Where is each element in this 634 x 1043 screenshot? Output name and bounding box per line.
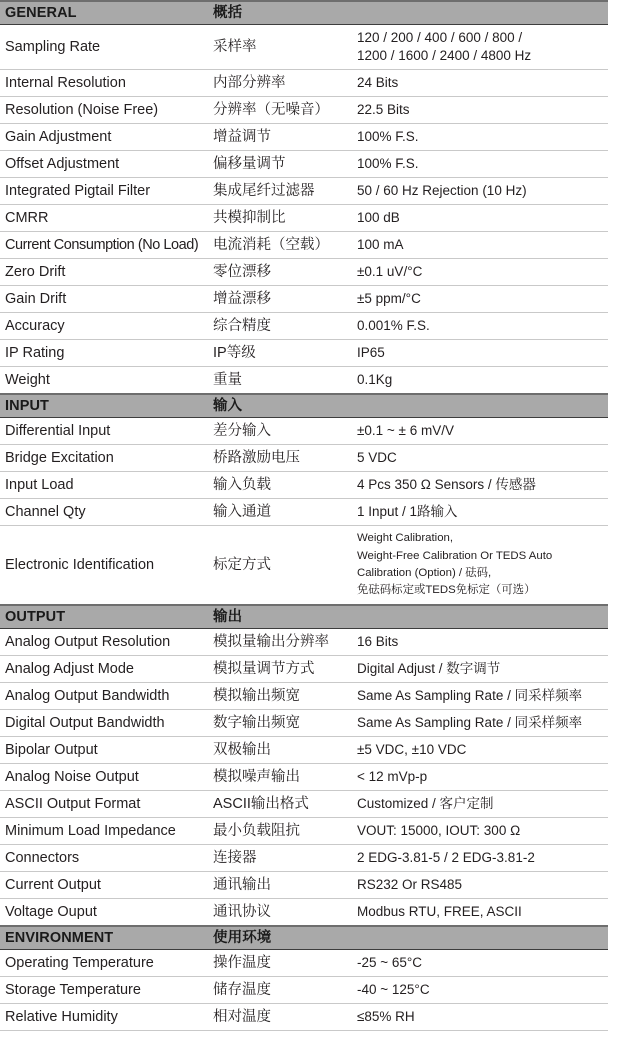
spec-value-cell (352, 629, 608, 656)
spec-value-cell (352, 872, 608, 899)
spec-value-line: 1200 / 1600 / 2400 / 4800 Hz (357, 48, 532, 63)
spec-value-line: IP65 (357, 345, 385, 361)
spec-label-en: Input Load (5, 476, 74, 493)
spec-value-line: 22.5 Bits (357, 102, 410, 118)
spec-label-zh-cell (208, 97, 352, 124)
spec-label-zh-cell (208, 286, 352, 313)
spec-label-zh: 数字输出频宽 (213, 714, 300, 731)
spec-value-line: 0.001% F.S. (357, 318, 430, 334)
spec-label-zh-cell (208, 845, 352, 872)
spec-label-en-cell (0, 526, 208, 606)
spec-label-en: Accuracy (5, 317, 65, 334)
spec-value (357, 741, 603, 759)
spec-label-zh: 通讯协议 (213, 903, 271, 920)
spec-label-zh: 操作温度 (213, 954, 271, 971)
spec-label-zh: 输入负载 (213, 476, 271, 493)
spec-label-en-cell (0, 683, 208, 710)
table-row (0, 472, 608, 499)
spec-value-cell (352, 178, 608, 205)
spec-value-cell (352, 472, 608, 499)
spec-label-en: Current Consumption (No Load) (5, 236, 199, 253)
spec-value (357, 903, 603, 921)
spec-label-zh-cell (208, 656, 352, 683)
spec-value-line: 4 Pcs 350 Ω Sensors / 传感器 (357, 477, 536, 493)
spec-label-zh: 分辨率（无噪音） (213, 101, 329, 118)
spec-value-line: ±5 ppm/°C (357, 291, 421, 307)
spec-label-zh-cell (208, 151, 352, 178)
spec-label-en-cell (0, 791, 208, 818)
spec-label-zh-cell (208, 25, 352, 70)
spec-value-line: 免砝码标定或TEDS免标定（可选） (357, 584, 536, 597)
spec-label-en-cell (0, 737, 208, 764)
spec-label-en-cell (0, 845, 208, 872)
spec-value-cell (352, 764, 608, 791)
spec-label-zh: 模拟量输出分辨率 (213, 633, 329, 650)
section-header-zh-cell (208, 605, 352, 629)
spec-label-zh: 综合精度 (213, 317, 271, 334)
section-header-general (0, 1, 608, 25)
spec-label-en: Analog Adjust Mode (5, 660, 134, 677)
spec-label-zh-cell (208, 683, 352, 710)
spec-label-en: Gain Drift (5, 290, 67, 307)
section-title-en: INPUT (5, 398, 49, 414)
spec-label-zh: ASCII输出格式 (213, 795, 309, 812)
table-row (0, 791, 608, 818)
spec-label-en: Electronic Identification (5, 556, 155, 573)
spec-label-en: Internal Resolution (5, 74, 126, 91)
spec-label-zh: 桥路激励电压 (213, 449, 300, 466)
spec-value-line: -40 ~ 125°C (357, 982, 430, 998)
section-title-en: GENERAL (5, 5, 77, 21)
spec-label-en-cell (0, 70, 208, 97)
spec-label-zh-cell (208, 340, 352, 367)
spec-label-en: Voltage Ouput (5, 903, 97, 920)
spec-value-line: RS232 Or RS485 (357, 877, 463, 893)
spec-value (357, 822, 603, 840)
spec-value-cell (352, 499, 608, 526)
spec-label-en: Zero Drift (5, 263, 66, 280)
spec-value-line: Weight-Free Calibration Or TEDS Auto (357, 549, 553, 562)
spec-value-line: 100% F.S. (357, 129, 419, 145)
spec-label-zh-cell (208, 313, 352, 340)
table-row (0, 737, 608, 764)
table-row (0, 205, 608, 232)
spec-label-zh: 输入通道 (213, 503, 271, 520)
spec-value-line: Same As Sampling Rate / 同采样频率 (357, 688, 583, 704)
spec-label-zh: 储存温度 (213, 981, 271, 998)
spec-label-en: Integrated Pigtail Filter (5, 182, 151, 199)
spec-label-zh-cell (208, 791, 352, 818)
spec-value (357, 155, 603, 173)
spec-value-cell (352, 286, 608, 313)
spec-label-en: ASCII Output Format (5, 795, 141, 812)
section-title-en: OUTPUT (5, 609, 66, 625)
table-row (0, 313, 608, 340)
spec-label-zh-cell (208, 445, 352, 472)
spec-value-cell (352, 683, 608, 710)
spec-value-cell (352, 232, 608, 259)
spec-value-cell (352, 340, 608, 367)
spec-value (357, 530, 603, 599)
spec-label-zh-cell (208, 178, 352, 205)
spec-value-cell (352, 25, 608, 70)
spec-value (357, 263, 603, 281)
spec-label-zh: 增益调节 (213, 128, 271, 145)
spec-label-zh-cell (208, 499, 352, 526)
section-header-en-cell (0, 926, 208, 950)
spec-value-line: 1 Input / 1路输入 (357, 504, 458, 520)
spec-value-line: 120 / 200 / 400 / 600 / 800 / (357, 30, 523, 46)
spec-value-line: Modbus RTU, FREE, ASCII (357, 904, 522, 920)
spec-label-zh-cell (208, 259, 352, 286)
spec-label-zh: 标定方式 (213, 556, 271, 573)
table-row (0, 683, 608, 710)
spec-label-en-cell (0, 25, 208, 70)
spec-label-en-cell (0, 205, 208, 232)
spec-value-cell (352, 367, 608, 395)
spec-label-en: Bridge Excitation (5, 449, 114, 466)
spec-label-zh: 通讯输出 (213, 876, 271, 893)
spec-label-zh-cell (208, 472, 352, 499)
spec-value-line: 50 / 60 Hz Rejection (10 Hz) (357, 183, 527, 199)
spec-value-line: Weight Calibration, (357, 532, 454, 545)
table-row (0, 340, 608, 367)
spec-label-zh-cell (208, 977, 352, 1004)
spec-value (357, 371, 603, 389)
table-row (0, 25, 608, 70)
spec-value-line: ±5 VDC, ±10 VDC (357, 742, 467, 758)
spec-value-cell (352, 205, 608, 232)
spec-value-line: ≤85% RH (357, 1009, 415, 1025)
table-row (0, 818, 608, 845)
spec-value-line: ±0.1 uV/°C (357, 264, 423, 280)
spec-label-en: Differential Input (5, 422, 111, 439)
section-header-output (0, 605, 608, 629)
spec-value-cell (352, 124, 608, 151)
spec-label-en: Resolution (Noise Free) (5, 101, 159, 118)
spec-label-zh-cell (208, 737, 352, 764)
spec-value (357, 476, 603, 494)
spec-label-zh-cell (208, 367, 352, 395)
spec-value (357, 954, 603, 972)
spec-label-en-cell (0, 764, 208, 791)
spec-label-en: Gain Adjustment (5, 128, 112, 145)
spec-label-en-cell (0, 367, 208, 395)
spec-value (357, 714, 603, 732)
spec-label-en: Connectors (5, 849, 80, 866)
spec-label-zh-cell (208, 526, 352, 606)
spec-label-en: Current Output (5, 876, 101, 893)
table-row (0, 418, 608, 445)
spec-label-zh: 共模抑制比 (213, 209, 286, 226)
spec-value-cell (352, 950, 608, 977)
section-header-spacer-cell (352, 605, 608, 629)
spec-value-cell (352, 977, 608, 1004)
spec-label-en: Digital Output Bandwidth (5, 714, 165, 731)
spec-label-zh-cell (208, 629, 352, 656)
spec-label-zh-cell (208, 205, 352, 232)
spec-label-en-cell (0, 286, 208, 313)
spec-value (357, 128, 603, 146)
spec-value-line: 16 Bits (357, 634, 399, 650)
spec-value-cell (352, 737, 608, 764)
section-title-zh: 输入 (213, 398, 243, 414)
section-header-spacer-cell (352, 394, 608, 418)
spec-label-en-cell (0, 950, 208, 977)
spec-value-cell (352, 1004, 608, 1031)
spec-value (357, 236, 603, 254)
table-row (0, 97, 608, 124)
section-title-zh: 概括 (213, 5, 243, 21)
section-header-zh-cell (208, 394, 352, 418)
spec-label-en-cell (0, 472, 208, 499)
spec-label-zh: 增益漂移 (213, 290, 271, 307)
spec-value-line: 100 mA (357, 237, 404, 253)
table-row (0, 526, 608, 606)
spec-label-zh: 最小负载阻抗 (213, 822, 300, 839)
spec-value-line: 100% F.S. (357, 156, 419, 172)
table-row (0, 124, 608, 151)
spec-value-cell (352, 791, 608, 818)
section-header-zh-cell (208, 926, 352, 950)
spec-label-en: Channel Qty (5, 503, 86, 520)
spec-value (357, 660, 603, 678)
spec-value (357, 981, 603, 999)
spec-label-en-cell (0, 313, 208, 340)
spec-value (357, 768, 603, 786)
spec-value-line: Calibration (Option) / 砝码, (357, 567, 492, 579)
spec-label-zh: 偏移量调节 (213, 155, 286, 172)
table-row (0, 950, 608, 977)
spec-label-zh-cell (208, 70, 352, 97)
spec-value-cell (352, 710, 608, 737)
spec-label-en-cell (0, 629, 208, 656)
section-header-spacer-cell (352, 1, 608, 25)
spec-value (357, 633, 603, 651)
section-header-en-cell (0, 1, 208, 25)
spec-value-line: -25 ~ 65°C (357, 955, 423, 971)
spec-label-zh: 模拟量调节方式 (213, 660, 315, 677)
spec-label-en-cell (0, 259, 208, 286)
spec-value-cell (352, 899, 608, 927)
spec-value (357, 209, 603, 227)
table-row (0, 259, 608, 286)
spec-label-en-cell (0, 445, 208, 472)
spec-value-cell (352, 259, 608, 286)
spec-label-en-cell (0, 1004, 208, 1031)
spec-label-en-cell (0, 124, 208, 151)
spec-label-zh: 差分输入 (213, 422, 271, 439)
spec-label-en: CMRR (5, 209, 49, 226)
spec-label-zh-cell (208, 818, 352, 845)
spec-label-zh: 模拟输出频宽 (213, 687, 300, 704)
spec-label-zh: 集成尾纤过滤器 (213, 182, 315, 199)
spec-label-zh: 模拟噪声输出 (213, 768, 300, 785)
spec-label-en: Sampling Rate (5, 38, 101, 55)
spec-value (357, 290, 603, 308)
spec-value-line: VOUT: 15000, IOUT: 300 Ω (357, 823, 521, 839)
spec-value-line: < 12 mVp-p (357, 769, 428, 785)
table-row (0, 710, 608, 737)
table-row (0, 629, 608, 656)
spec-value-cell (352, 656, 608, 683)
section-title-zh: 使用环境 (213, 930, 272, 946)
table-row (0, 656, 608, 683)
table-row (0, 286, 608, 313)
spec-value-cell (352, 845, 608, 872)
table-row (0, 499, 608, 526)
section-header-input (0, 394, 608, 418)
table-row (0, 151, 608, 178)
spec-value-line: Same As Sampling Rate / 同采样频率 (357, 715, 583, 731)
spec-label-zh-cell (208, 950, 352, 977)
spec-label-en: Storage Temperature (5, 981, 141, 998)
spec-value (357, 422, 603, 440)
spec-value (357, 1008, 603, 1026)
spec-label-en: Analog Output Resolution (5, 633, 171, 650)
spec-value-line: 100 dB (357, 210, 400, 226)
spec-label-zh: 采样率 (213, 38, 257, 55)
spec-label-en-cell (0, 340, 208, 367)
spec-label-zh-cell (208, 710, 352, 737)
spec-label-zh-cell (208, 764, 352, 791)
spec-value-cell (352, 418, 608, 445)
spec-label-zh-cell (208, 899, 352, 927)
spec-value (357, 344, 603, 362)
spec-label-en: Weight (5, 371, 50, 388)
spec-label-en-cell (0, 418, 208, 445)
spec-label-en: Offset Adjustment (5, 155, 120, 172)
spec-label-zh: 电流消耗（空载） (213, 236, 329, 253)
spec-label-zh-cell (208, 124, 352, 151)
spec-value (357, 449, 603, 467)
spec-value-cell (352, 818, 608, 845)
spec-label-en-cell (0, 499, 208, 526)
spec-label-en-cell (0, 151, 208, 178)
spec-label-en-cell (0, 818, 208, 845)
table-row (0, 845, 608, 872)
table-row (0, 445, 608, 472)
spec-value-line: 2 EDG-3.81-5 / 2 EDG-3.81-2 (357, 850, 535, 866)
spec-value (357, 317, 603, 335)
spec-value-cell (352, 445, 608, 472)
section-header-zh-cell (208, 1, 352, 25)
spec-label-zh: 双极输出 (213, 741, 271, 758)
spec-value-line: 5 VDC (357, 450, 397, 466)
table-row (0, 70, 608, 97)
table-row (0, 977, 608, 1004)
table-row (0, 899, 608, 927)
spec-label-en-cell (0, 232, 208, 259)
spec-label-en: Analog Noise Output (5, 768, 139, 785)
spec-label-en: Operating Temperature (5, 954, 154, 971)
specification-table-body (0, 1, 608, 1031)
spec-label-zh-cell (208, 418, 352, 445)
spec-label-en-cell (0, 178, 208, 205)
spec-value (357, 795, 603, 813)
spec-label-zh-cell (208, 1004, 352, 1031)
table-row (0, 232, 608, 259)
spec-value-line: ±0.1 ~ ± 6 mV/V (357, 423, 454, 439)
table-row (0, 178, 608, 205)
spec-value (357, 876, 603, 894)
spec-value-line: 0.1Kg (357, 372, 393, 388)
spec-label-zh: 相对温度 (213, 1008, 271, 1025)
spec-value-cell (352, 526, 608, 606)
table-row (0, 1004, 608, 1031)
spec-label-en-cell (0, 872, 208, 899)
spec-value (357, 849, 603, 867)
spec-value-cell (352, 70, 608, 97)
spec-value (357, 74, 603, 92)
spec-label-zh-cell (208, 872, 352, 899)
spec-value (357, 503, 603, 521)
spec-value (357, 29, 603, 64)
section-header-en-cell (0, 605, 208, 629)
spec-label-en-cell (0, 977, 208, 1004)
table-row (0, 764, 608, 791)
section-header-environment (0, 926, 608, 950)
spec-value-line: Digital Adjust / 数字调节 (357, 661, 501, 677)
spec-value (357, 687, 603, 705)
spec-label-zh: 连接器 (213, 849, 257, 866)
section-header-en-cell (0, 394, 208, 418)
spec-value-line: Customized / 客户定制 (357, 796, 494, 812)
spec-label-en: Bipolar Output (5, 741, 98, 758)
spec-label-en: Analog Output Bandwidth (5, 687, 170, 704)
spec-label-zh: 零位漂移 (213, 263, 271, 280)
section-title-zh: 输出 (213, 609, 243, 625)
spec-label-zh: IP等级 (213, 344, 256, 361)
spec-label-en-cell (0, 97, 208, 124)
spec-value (357, 182, 603, 200)
spec-label-zh: 内部分辨率 (213, 74, 286, 91)
spec-value-cell (352, 97, 608, 124)
spec-label-zh-cell (208, 232, 352, 259)
table-row (0, 872, 608, 899)
spec-value-cell (352, 313, 608, 340)
spec-label-en-cell (0, 656, 208, 683)
spec-value (357, 101, 603, 119)
table-row (0, 367, 608, 395)
spec-value-line: 24 Bits (357, 75, 399, 91)
spec-label-en-cell (0, 710, 208, 737)
spec-label-en: IP Rating (5, 344, 65, 361)
section-header-spacer-cell (352, 926, 608, 950)
spec-value-cell (352, 151, 608, 178)
spec-label-zh: 重量 (213, 371, 242, 388)
section-title-en: ENVIRONMENT (5, 930, 114, 946)
spec-label-en: Minimum Load Impedance (5, 822, 176, 839)
spec-label-en: Relative Humidity (5, 1008, 118, 1025)
spec-label-en-cell (0, 899, 208, 927)
